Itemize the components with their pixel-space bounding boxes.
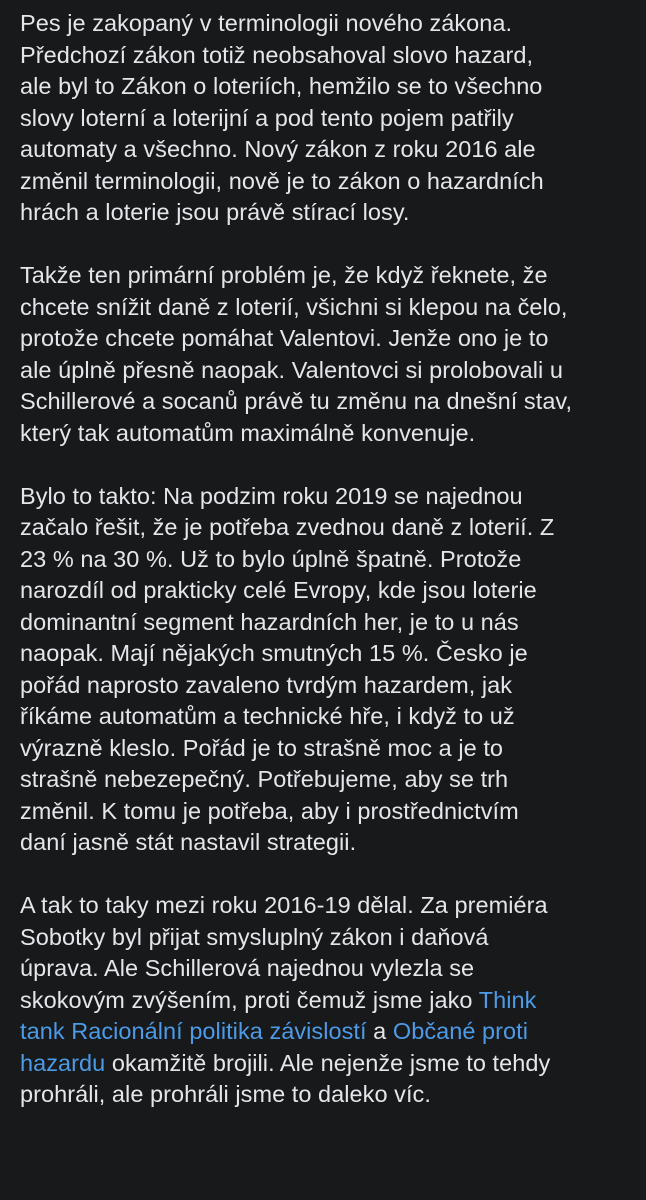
text-line: Předchozí zákon totiž neobsahoval slovo hazard, <box>20 41 534 68</box>
link-obcane-proti-hazardu[interactable]: hazardu <box>20 1049 106 1076</box>
text-line: změnil terminologii, nově je to zákon o hazardních <box>20 167 544 194</box>
text-line: daní jasně stát nastavil strategii. <box>20 829 357 855</box>
text-line: říkáme automatům a technické hře, i když to už <box>20 703 515 729</box>
text-line: pořád naprosto zavaleno tvrdým hazardem, jak <box>20 671 513 698</box>
text-line <box>20 985 632 1017</box>
text-line: Takže ten primární problém je, že když řeknete, že <box>20 262 548 288</box>
text-line: začalo řešit, že je potřeba zvednou daně z loterií. Z <box>20 514 555 540</box>
paragraph-3 <box>20 481 632 859</box>
text-line: automaty a všechno. Nový zákon z roku 2016 ale <box>20 136 536 162</box>
text-line: změnil. K tomu je potřeba, aby i prostřednictvím <box>20 797 519 824</box>
text-segment: skokovým zvýšením, proti čemuž jsme jako <box>20 986 479 1013</box>
text-line: hrách a loterie jsou právě stírací losy. <box>20 199 410 225</box>
paragraph-1 <box>20 8 632 229</box>
text-line: Bylo to takto: Na podzim roku 2019 se najednou <box>20 482 523 509</box>
text-line: strašně nebezepečný. Potřebujeme, aby se trh <box>20 766 509 792</box>
text-line: který tak automatům maximálně konvenuje. <box>20 419 476 446</box>
text-line: chcete snížit daně z loterií, všichni si klepou na čelo, <box>20 293 568 320</box>
text-line: slovy loterní a loterijní a pod tento pojem patřily <box>20 104 514 131</box>
link-think-tank-racionalni-politika[interactable]: Think <box>478 986 537 1013</box>
paragraph-2 <box>20 260 632 449</box>
link-obcane-proti-hazardu[interactable]: Občané proti <box>392 1018 529 1044</box>
text-line <box>20 1048 632 1080</box>
text-line: ale byl to Zákon o loteriích, hemžilo se to všechno <box>20 73 543 99</box>
text-line: Schillerové a socanů právě tu změnu na dnešní stav, <box>20 388 573 414</box>
text-line: prohráli, ale prohráli jsme to daleko víc. <box>20 1081 431 1107</box>
text-segment: okamžitě brojili. Ale nejenže jsme to tehdy <box>105 1049 551 1076</box>
text-line: ale úplně přesně naopak. Valentovci si prolobovali u <box>20 356 564 383</box>
text-line: naopak. Mají nějakých smutných 15 %. Česko je <box>20 640 528 666</box>
text-line: 23 % na 30 %. Už to bylo úplně špatně. Protože <box>20 545 522 572</box>
text-line <box>20 1016 632 1048</box>
text-line: úprava. Ale Schillerová najednou vylezla se <box>20 955 475 981</box>
text-line: Sobotky byl přijat smysluplný zákon i daňová <box>20 923 489 950</box>
text-line: dominantní segment hazardních her, je to u nás <box>20 608 519 635</box>
text-line: výrazně kleslo. Pořád je to strašně moc a je to <box>20 734 504 761</box>
text-line: protože chcete pomáhat Valentovi. Jenže ono je to <box>20 325 549 351</box>
paragraph-4 <box>20 890 632 1111</box>
text-line: Pes je zakopaný v terminologii nového zákona. <box>20 10 513 36</box>
text-line: A tak to taky mezi roku 2016-19 dělal. Za premiéra <box>20 892 548 918</box>
text-segment: a <box>366 1018 393 1044</box>
link-think-tank-racionalni-politika[interactable]: tank Racionální politika závislostí <box>20 1018 367 1044</box>
text-line: narozdíl od prakticky celé Evropy, kde jsou loterie <box>20 577 537 603</box>
